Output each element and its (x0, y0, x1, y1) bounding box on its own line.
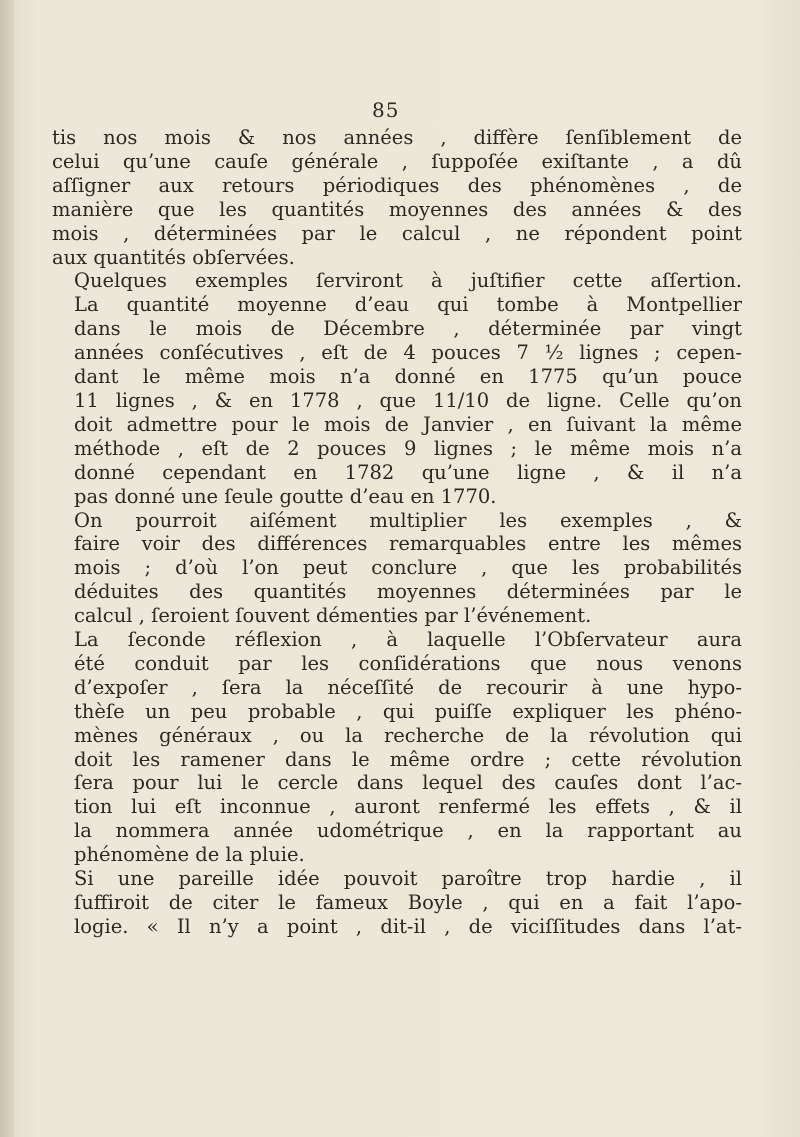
text-line: logie. « Il n’y a point , dit-il , de viciſſitudes dans l’at- (74, 914, 742, 938)
text-line: aux quantités obſervées. (52, 245, 295, 269)
text-line: tion lui eſt inconnue , auront renfermé les effets , & il (74, 795, 742, 819)
text-line: méthode , eſt de 2 pouces 9 lignes ; le même mois n’a (74, 436, 742, 460)
text-line: phénomène de la pluie. (74, 843, 305, 867)
text-line: manière que les quantités moyennes des années & des (52, 197, 742, 221)
text-line: pas donné une ſeule goutte d’eau en 1770. (74, 484, 497, 508)
text-line: dant le même mois n’a donné en 1775 qu’un pouce (74, 365, 742, 389)
text-line: doit les ramener dans le même ordre ; cette révolution (74, 747, 742, 771)
text-line: mois ; d’où l’on peut conclure , que les probabilités (74, 556, 742, 580)
text-line: Si une pareille idée pouvoit paroître trop hardie , il (74, 867, 742, 891)
paragraph (52, 126, 742, 269)
text-line: mènes généraux , ou la recherche de la révolution qui (74, 723, 742, 747)
text-line: aſſigner aux retours périodiques des phénomènes , de (52, 173, 742, 197)
paragraph (52, 269, 742, 508)
text-line: tis nos mois & nos années , diffère ſenſiblement de (52, 126, 742, 149)
paragraph (52, 867, 742, 939)
text-line: d’expoſer , ſera la néceſſité de recourir à une hypo- (74, 675, 742, 699)
text-line: ſera pour lui le cercle dans lequel des cauſes dont l’ac- (74, 771, 742, 795)
text-line: calcul , ſeroient ſouvent démenties par l’événement. (74, 604, 592, 628)
text-line: faire voir des différences remarquables entre les mêmes (74, 532, 742, 556)
text-line: ſuffiroit de citer le fameux Boyle , qui en a fait l’apo- (74, 891, 742, 914)
paragraph (52, 628, 742, 867)
text-line: doit admettre pour le mois de Janvier , en ſuivant la même (74, 412, 742, 436)
text-line: donné cependant en 1782 qu’une ligne , & il n’a (74, 460, 742, 484)
text-line: dans le mois de Décembre , déterminée par vingt (74, 317, 742, 341)
text-line: la nommera année udométrique , en la rapportant au (74, 819, 742, 843)
page-gutter (0, 0, 14, 1137)
body-text (52, 126, 742, 939)
text-line: thèſe un peu probable , qui puiſſe expliquer les phéno- (74, 699, 742, 723)
text-line: années conſécutives , eſt de 4 pouces 7 ½ lignes ; cepen- (74, 341, 742, 365)
page-number: 85 (372, 98, 400, 122)
text-line: mois , déterminées par le calcul , ne répondent point (52, 221, 742, 245)
text-line: 11 lignes , & en 1778 , que 11/10 de ligne. Celle qu’on (74, 388, 742, 412)
text-line: La ſeconde réflexion , à laquelle l’Obſervateur aura (74, 628, 742, 652)
text-line: été conduit par les conſidérations que nous venons (74, 651, 742, 675)
text-line: Quelques exemples ſerviront à juſtifier cette aſſertion. (74, 269, 742, 293)
text-line: La quantité moyenne d’eau qui tombe à Montpellier (74, 293, 742, 317)
text-line: celui qu’une cauſe générale , ſuppoſée exiſtante , a dû (52, 149, 742, 173)
text-line: déduites des quantités moyennes déterminées par le (74, 580, 742, 604)
paragraph (52, 509, 742, 629)
text-line: On pourroit aiſément multiplier les exemples , & (74, 508, 742, 532)
